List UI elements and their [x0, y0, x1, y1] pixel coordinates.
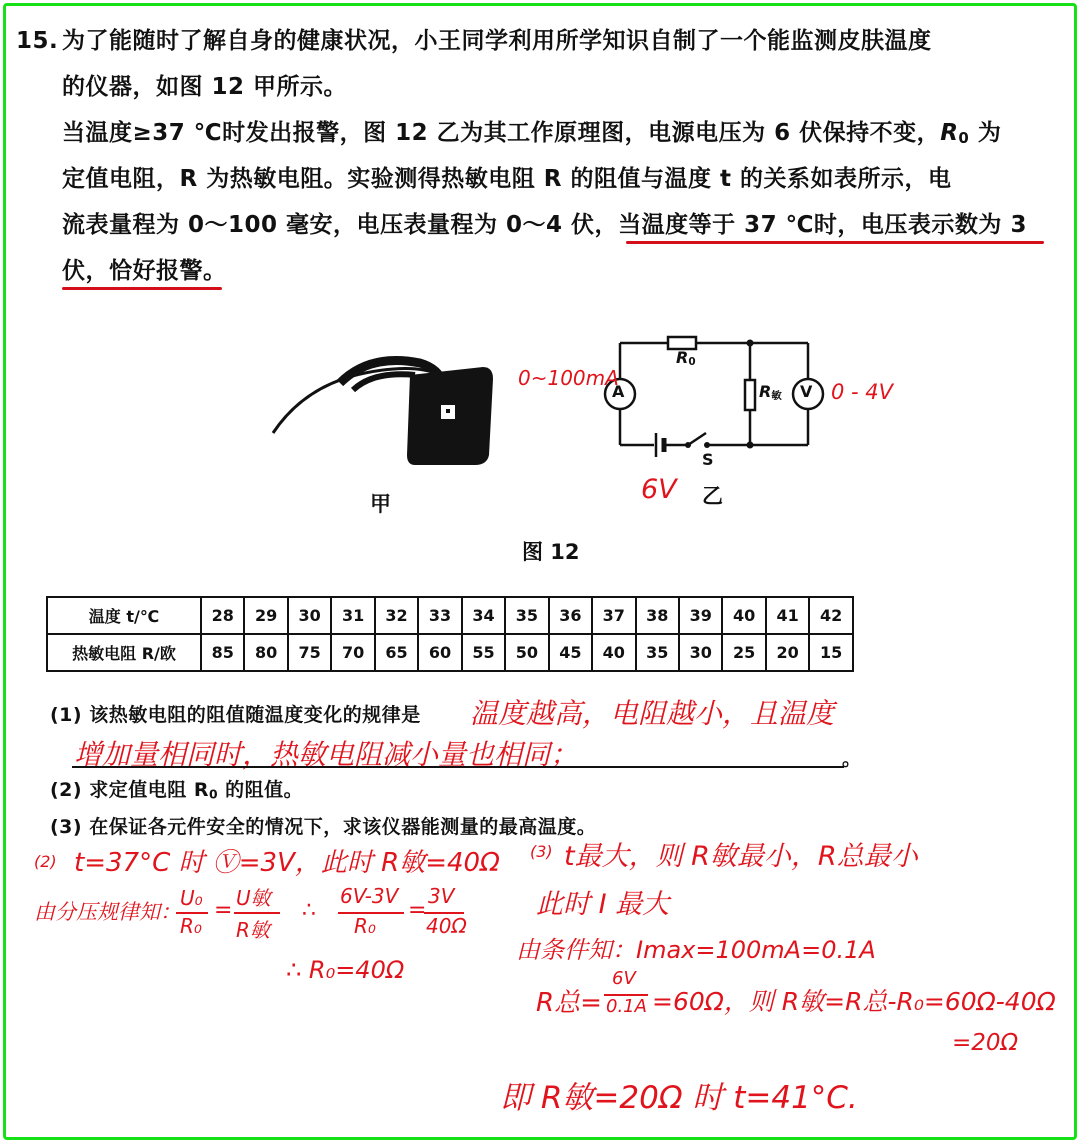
highlight-underline-2 — [62, 287, 222, 290]
sub-question-2b: 的阻值。 — [218, 779, 304, 801]
answer-2-lead: 由分压规律知： — [34, 900, 181, 924]
answer-3-conclusion: 即 R敏=20Ω 时 t=41°C. — [500, 1080, 858, 1116]
table-cell: 33 — [418, 597, 461, 634]
table-cell: 32 — [375, 597, 418, 634]
table-cell: 36 — [549, 597, 592, 634]
answer-3-line-3: 由条件知：Imax=100mA=0.1A — [516, 936, 876, 964]
table-cell: 37 — [592, 597, 635, 634]
sub-question-2-sub: 0 — [208, 787, 219, 802]
table-cell: 39 — [679, 597, 722, 634]
note-source-voltage: 6V — [641, 474, 677, 505]
fraction-5-den: 0.1A — [606, 996, 647, 1017]
question-number: 15. — [16, 28, 59, 54]
table-cell: 45 — [549, 634, 592, 671]
answer-3-line-4-rest: =60Ω，则 R敏=R总-R₀=60Ω-40Ω — [652, 987, 1056, 1016]
fraction-3-num: 6V-3V — [340, 884, 399, 908]
question-line-4: 定值电阻，R 为热敏电阻。实验测得热敏电阻 R 的阻值与温度 t 的关系如表所示，电 — [62, 166, 952, 192]
r0-symbol: R — [940, 120, 959, 146]
table-cell: 65 — [375, 634, 418, 671]
question-line-3b: 为 — [969, 120, 1002, 146]
voltmeter-symbol: V — [800, 382, 813, 401]
ammeter-symbol: A — [612, 382, 625, 401]
r0-label-letter: R — [676, 348, 689, 367]
r0-label-sub: 0 — [688, 356, 696, 369]
table-cell: 20 — [766, 634, 809, 671]
table-cell: 29 — [244, 597, 287, 634]
table-row-resistance — [47, 634, 853, 671]
question-line-6: 伏，恰好报警。 — [62, 258, 227, 284]
figure-caption: 图 12 — [522, 540, 580, 564]
table-cell: 34 — [462, 597, 505, 634]
fraction-2-den: R敏 — [236, 918, 270, 942]
answer-3-line-5: =20Ω — [952, 1030, 1019, 1056]
table-cell: 85 — [201, 634, 244, 671]
resistance-temperature-table — [46, 596, 854, 672]
table-cell: 28 — [201, 597, 244, 634]
table-cell: 50 — [505, 634, 548, 671]
table-cell: 35 — [636, 634, 679, 671]
answer-2-result: ∴ R₀=40Ω — [286, 956, 405, 984]
fraction-3-den: R₀ — [354, 914, 376, 938]
note-ammeter-range: 0~100mA — [518, 366, 619, 390]
figure-label-jia: 甲 — [370, 492, 391, 516]
table-cell: 75 — [288, 634, 331, 671]
equals-sign-2: = — [408, 898, 427, 923]
question-line-1: 为了能随时了解自身的健康状况，小王同学利用所学知识自制了一个能监测皮肤温度 — [62, 28, 932, 54]
fraction-4-den: 40Ω — [426, 914, 467, 938]
table-header-resistance: 热敏电阻 R/欧 — [47, 634, 201, 671]
note-voltmeter-range: 0 - 4V — [831, 380, 894, 404]
table-cell: 41 — [766, 597, 809, 634]
fraction-1-den: R₀ — [180, 914, 202, 938]
table-cell: 31 — [331, 597, 374, 634]
thermistor-label-letter: R — [759, 382, 772, 401]
table-cell: 55 — [462, 634, 505, 671]
device-photo — [265, 345, 505, 470]
answer-1-line-1: 温度越高，电阻越小，且温度 — [470, 697, 835, 730]
sub-question-2 — [50, 775, 303, 809]
table-cell: 80 — [244, 634, 287, 671]
answer-3-line-4-lead: R总= — [536, 988, 602, 1018]
highlight-underline-1 — [626, 241, 1044, 244]
question-line-3a: 当温度≥37 ℃时发出报警，图 12 乙为其工作原理图，电源电压为 6 伏保持不变， — [62, 120, 941, 146]
figure-label-yi: 乙 — [702, 484, 723, 508]
thermistor-label — [759, 382, 782, 402]
table-cell: 40 — [722, 597, 765, 634]
r0-resistor-label — [676, 348, 696, 368]
thermistor-label-sub: 敏 — [771, 390, 782, 403]
table-cell: 38 — [636, 597, 679, 634]
question-line-5a: 流表量程为 0～100 毫安，电压表量程为 0～4 伏， — [62, 212, 619, 238]
table-cell: 40 — [592, 634, 635, 671]
answer-1-line-2: 增加量相同时，热敏电阻减小量也相同； — [74, 738, 579, 771]
sub-question-1: (1) 该热敏电阻的阻值随温度变化的规律是 — [50, 704, 421, 726]
table-cell: 42 — [809, 597, 853, 634]
fraction-5-num: 6V — [612, 968, 636, 989]
switch-label: S — [702, 450, 714, 469]
table-cell: 25 — [722, 634, 765, 671]
sub-question-1-end: 。 — [842, 748, 862, 770]
therefore-sign: ∴ — [302, 898, 316, 923]
fraction-2-num: U敏 — [236, 886, 271, 910]
question-line-5 — [62, 210, 1027, 240]
table-cell: 30 — [679, 634, 722, 671]
equals-sign: = — [214, 898, 233, 923]
sub-question-3: (3) 在保证各元件安全的情况下，求该仪器能测量的最高温度。 — [50, 816, 597, 838]
answer-2-tag: (2) — [34, 852, 57, 871]
answer-blank-line — [72, 766, 844, 768]
table-cell: 35 — [505, 597, 548, 634]
sub-question-2a: (2) 求定值电阻 R — [50, 779, 209, 801]
question-line-2: 的仪器，如图 12 甲所示。 — [62, 74, 348, 100]
answer-3-line-2: 此时 I 最大 — [536, 889, 670, 920]
table-cell: 70 — [331, 634, 374, 671]
question-line-5b: 当温度等于 37 ℃时，电压表示数为 3 — [618, 212, 1027, 238]
answer-3-tag: (3) — [530, 842, 553, 861]
answer-2-line-1: t=37°C 时 Ⓥ=3V，此时 R敏=40Ω — [74, 848, 500, 878]
table-cell: 15 — [809, 634, 853, 671]
table-cell: 60 — [418, 634, 461, 671]
question-line-3 — [62, 118, 1001, 153]
table-cell: 30 — [288, 597, 331, 634]
fraction-1-num: U₀ — [180, 886, 203, 910]
fraction-4-num: 3V — [428, 884, 455, 908]
answer-3-line-1: t最大，则 R敏最小，R总最小 — [564, 841, 918, 872]
r0-subscript: 0 — [958, 128, 970, 147]
table-header-temperature: 温度 t/℃ — [47, 597, 201, 634]
table-row-temperature — [47, 597, 853, 634]
